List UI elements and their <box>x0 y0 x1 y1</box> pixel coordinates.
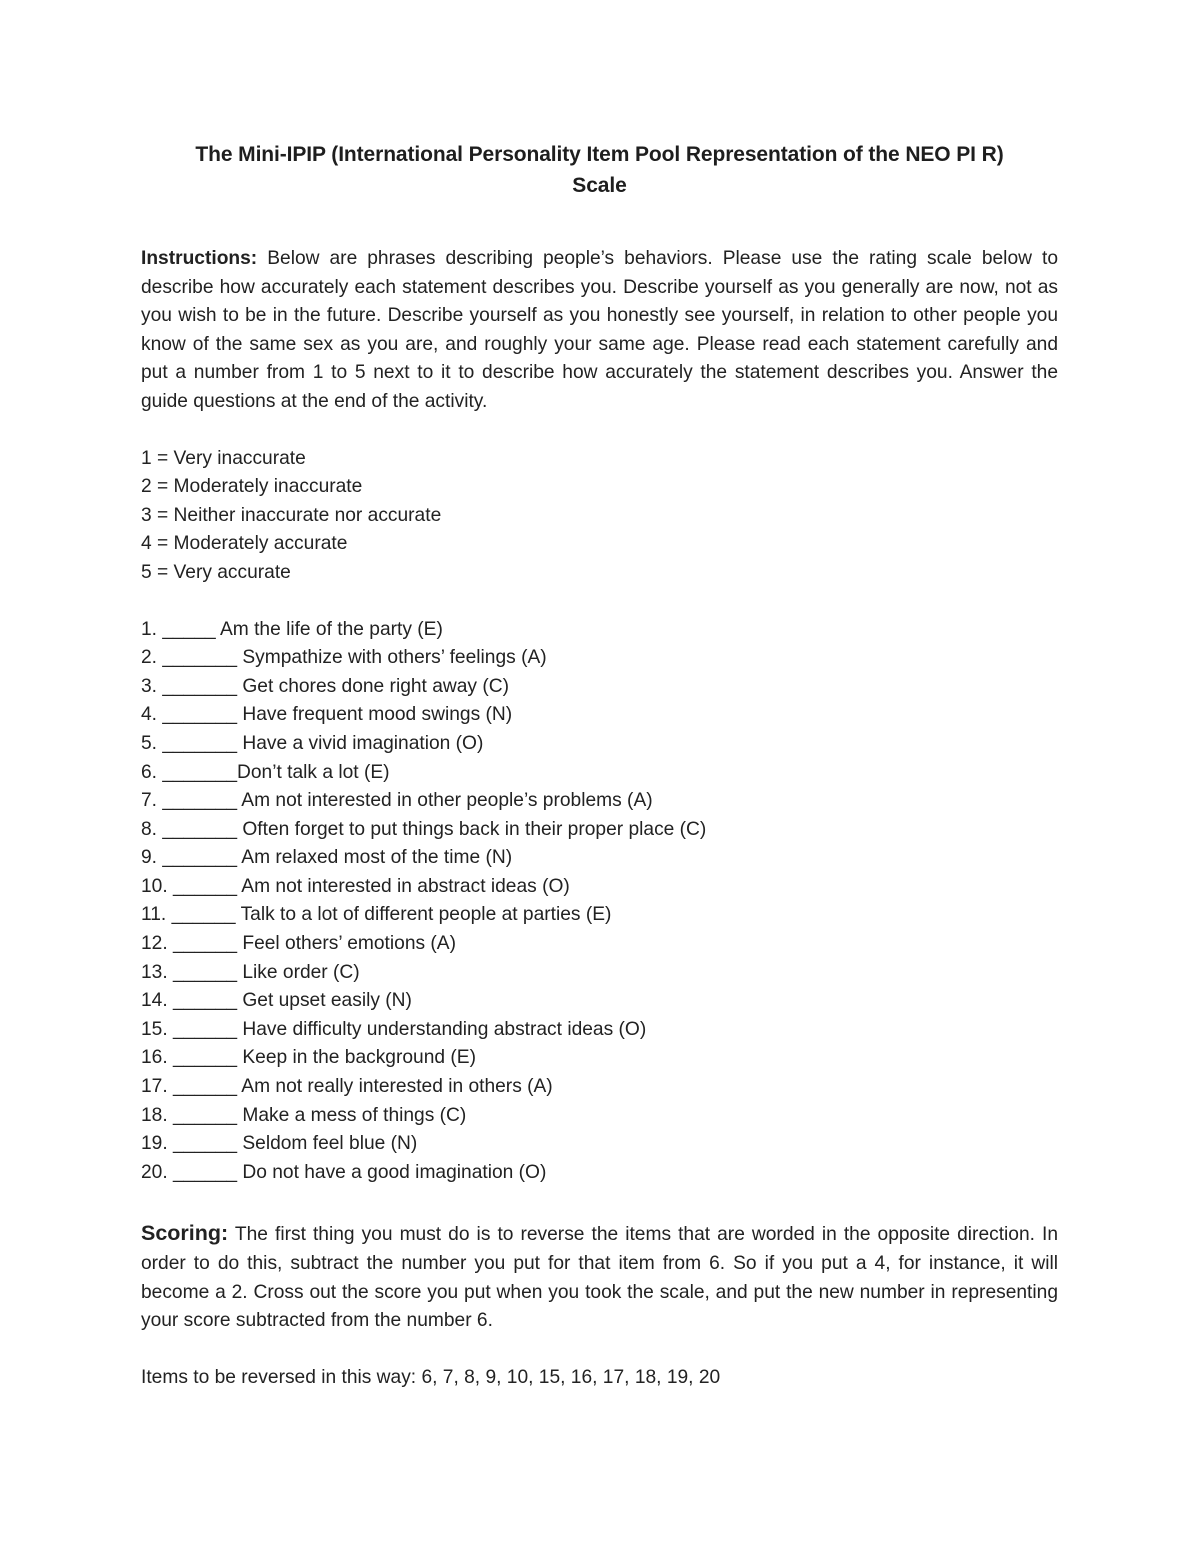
rating-scale-item: 3 = Neither inaccurate nor accurate <box>141 504 442 526</box>
instructions-label: Instructions: <box>141 248 258 269</box>
questionnaire-item: 13. ______ Like order (C) <box>141 961 360 983</box>
title-line-1: The Mini-IPIP (International Personality Item Pool Representation of the NEO PI R) <box>195 143 1004 166</box>
scoring-label: Scoring: <box>141 1221 229 1246</box>
rating-scale-item: 1 = Very inaccurate <box>141 447 306 469</box>
scoring-paragraph <box>141 1219 1058 1335</box>
title-line-2: Scale <box>572 174 627 197</box>
questionnaire-item: 10. ______ Am not interested in abstract ideas (O) <box>141 875 570 897</box>
reversed-items-line: Items to be reversed in this way: 6, 7, 8, 9, 10, 15, 16, 17, 18, 19, 20 <box>141 1366 721 1388</box>
scoring-text: The first thing you must do is to reverse the items that are worded in the opposite direction. In order to do this, subtract the number you put for that item from 6. So if you put a 4, for instance, it will become a 2. Cross out the score you put when you took the scale, and put the new number in representing your score subtracted from the number 6. <box>141 1224 1059 1332</box>
document-title <box>141 139 1058 201</box>
questionnaire-item: 19. ______ Seldom feel blue (N) <box>141 1133 418 1155</box>
questionnaire-item: 18. ______ Make a mess of things (C) <box>141 1104 467 1126</box>
questionnaire-item: 15. ______ Have difficulty understanding abstract ideas (O) <box>141 1018 647 1040</box>
questionnaire-item: 3. _______ Get chores done right away (C) <box>141 675 509 697</box>
instructions-text: Below are phrases describing people’s behaviors. Please use the rating scale below to describe how accurately each statement describes you. Describe yourself as you generally are now, not as you wish to be in the future. Describe yourself as you honestly see yourself, in relation to other people you know of the same sex as you are, and roughly your same age. Please read each statement carefully and put a number from 1 to 5 next to it to describe how accurately the statement describes you. Answer the guide questions at the end of the activity. <box>141 248 1058 412</box>
questionnaire-item: 11. ______ Talk to a lot of different people at parties (E) <box>141 904 612 926</box>
questionnaire-item: 7. _______ Am not interested in other people’s problems (A) <box>141 790 653 812</box>
questionnaire-item: 14. ______ Get upset easily (N) <box>141 990 412 1012</box>
questionnaire-items-list <box>141 616 1058 1188</box>
document-content <box>141 139 1058 1392</box>
rating-scale-item: 4 = Moderately accurate <box>141 533 348 555</box>
instructions-paragraph <box>141 245 1058 417</box>
questionnaire-item: 5. _______ Have a vivid imagination (O) <box>141 732 484 754</box>
questionnaire-item: 16. ______ Keep in the background (E) <box>141 1047 476 1069</box>
questionnaire-item: 4. _______ Have frequent mood swings (N) <box>141 704 513 726</box>
questionnaire-item: 1. _____ Am the life of the party (E) <box>141 618 443 640</box>
questionnaire-item: 12. ______ Feel others’ emotions (A) <box>141 933 456 955</box>
rating-scale-item: 5 = Very accurate <box>141 561 291 583</box>
rating-scale-list <box>141 445 1058 588</box>
questionnaire-item: 2. _______ Sympathize with others’ feelings (A) <box>141 647 547 669</box>
questionnaire-item: 17. ______ Am not really interested in others (A) <box>141 1076 553 1098</box>
rating-scale-item: 2 = Moderately inaccurate <box>141 476 363 498</box>
questionnaire-item: 20. ______ Do not have a good imagination (O) <box>141 1161 547 1183</box>
questionnaire-item: 6. _______Don’t talk a lot (E) <box>141 761 390 783</box>
questionnaire-item: 8. _______ Often forget to put things back in their proper place (C) <box>141 818 707 840</box>
questionnaire-item: 9. _______ Am relaxed most of the time (N) <box>141 847 513 869</box>
